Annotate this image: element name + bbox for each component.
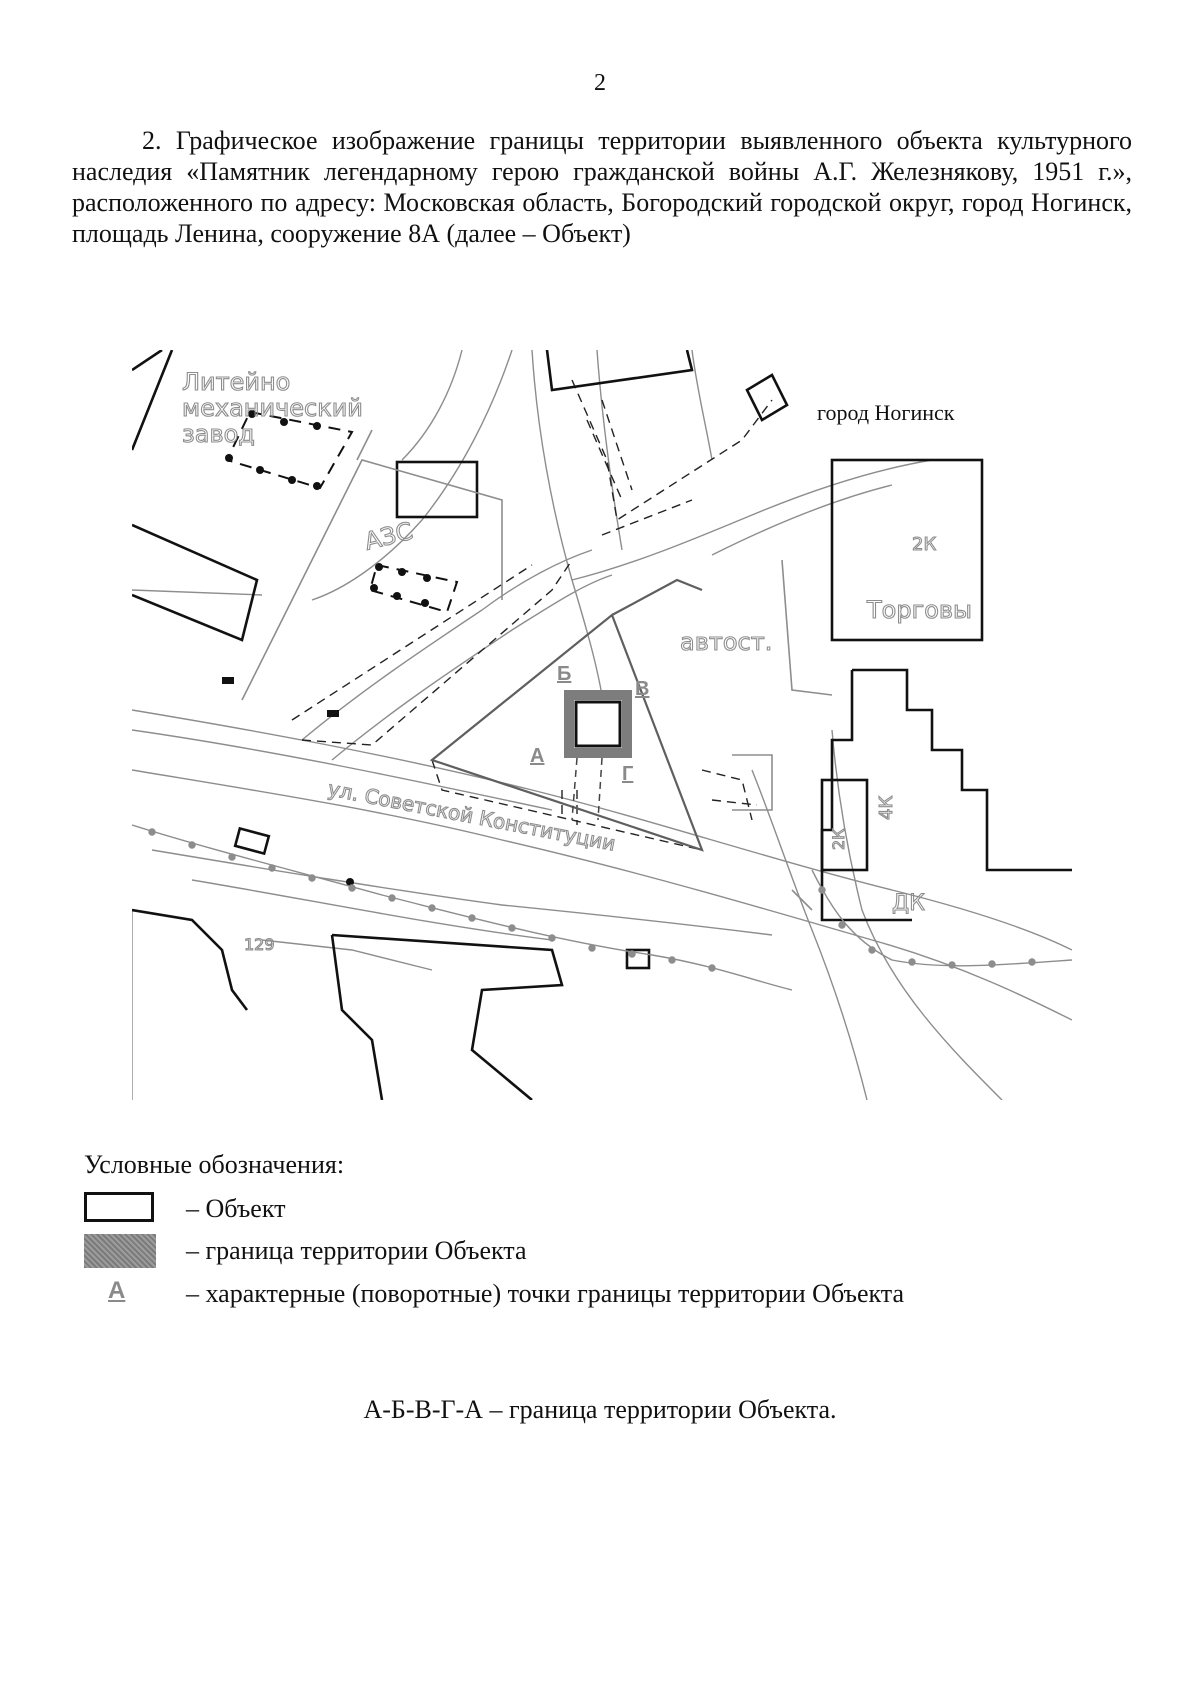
legend-item-point-text: – характерные (поворотные) точки границы территории Объекта: [186, 1279, 905, 1308]
page-number: 2: [594, 70, 606, 96]
label-dk: ДК: [892, 891, 925, 916]
point-v-label: В: [635, 678, 650, 700]
site-plan-svg: [132, 350, 1072, 1100]
legend-item-boundary: [84, 1232, 1084, 1272]
label-gas-station: АЗС: [361, 516, 416, 556]
object-outline: [576, 702, 620, 746]
label-building-4k: 4К: [876, 795, 897, 820]
label-plant-1: Литейно: [182, 368, 291, 396]
point-g-label: Г: [622, 763, 634, 785]
label-number-129: 129: [244, 935, 275, 954]
boundary-summary: А-Б-В-Г-А – граница территории Объекта.: [363, 1395, 837, 1424]
label-city: город Ногинск: [817, 400, 955, 425]
point-b-label: Б: [557, 663, 572, 685]
label-street: ул. Советской Конституции: [326, 776, 618, 856]
legend-item-point: [84, 1275, 1084, 1315]
turning-point-symbol-icon: А: [108, 1277, 126, 1304]
label-bus-station: автост.: [680, 628, 773, 656]
legend-item-boundary-text: – граница территории Объекта: [186, 1236, 527, 1265]
label-trade: Торговы: [867, 596, 972, 624]
legend-item-object: [84, 1190, 1084, 1230]
legend-item-object-text: – Объект: [186, 1194, 286, 1223]
label-plant-3: завод: [182, 420, 255, 448]
label-building-2k: 2К: [912, 534, 937, 555]
label-building-2k-small: 2К: [829, 828, 848, 850]
intro-paragraph: 2. Графическое изображение границы территории выявленного объекта культурного наследия «Памятник легендарному герою гражданской войны А.Г. Железнякову, 1951 г.», расположенного по адресу: Московская область, Богородский городской округ, город Ногинск, площадь Ленина, сооружение 8А (далее – Объект): [72, 126, 1132, 248]
legend-title: Условные обозначения:: [84, 1150, 345, 1179]
label-plant-2: механический: [182, 394, 363, 422]
object-symbol-icon: [84, 1192, 154, 1226]
boundary-symbol-icon: [84, 1234, 154, 1268]
site-plan-map: [132, 350, 1072, 1100]
point-a-label: А: [530, 745, 545, 767]
